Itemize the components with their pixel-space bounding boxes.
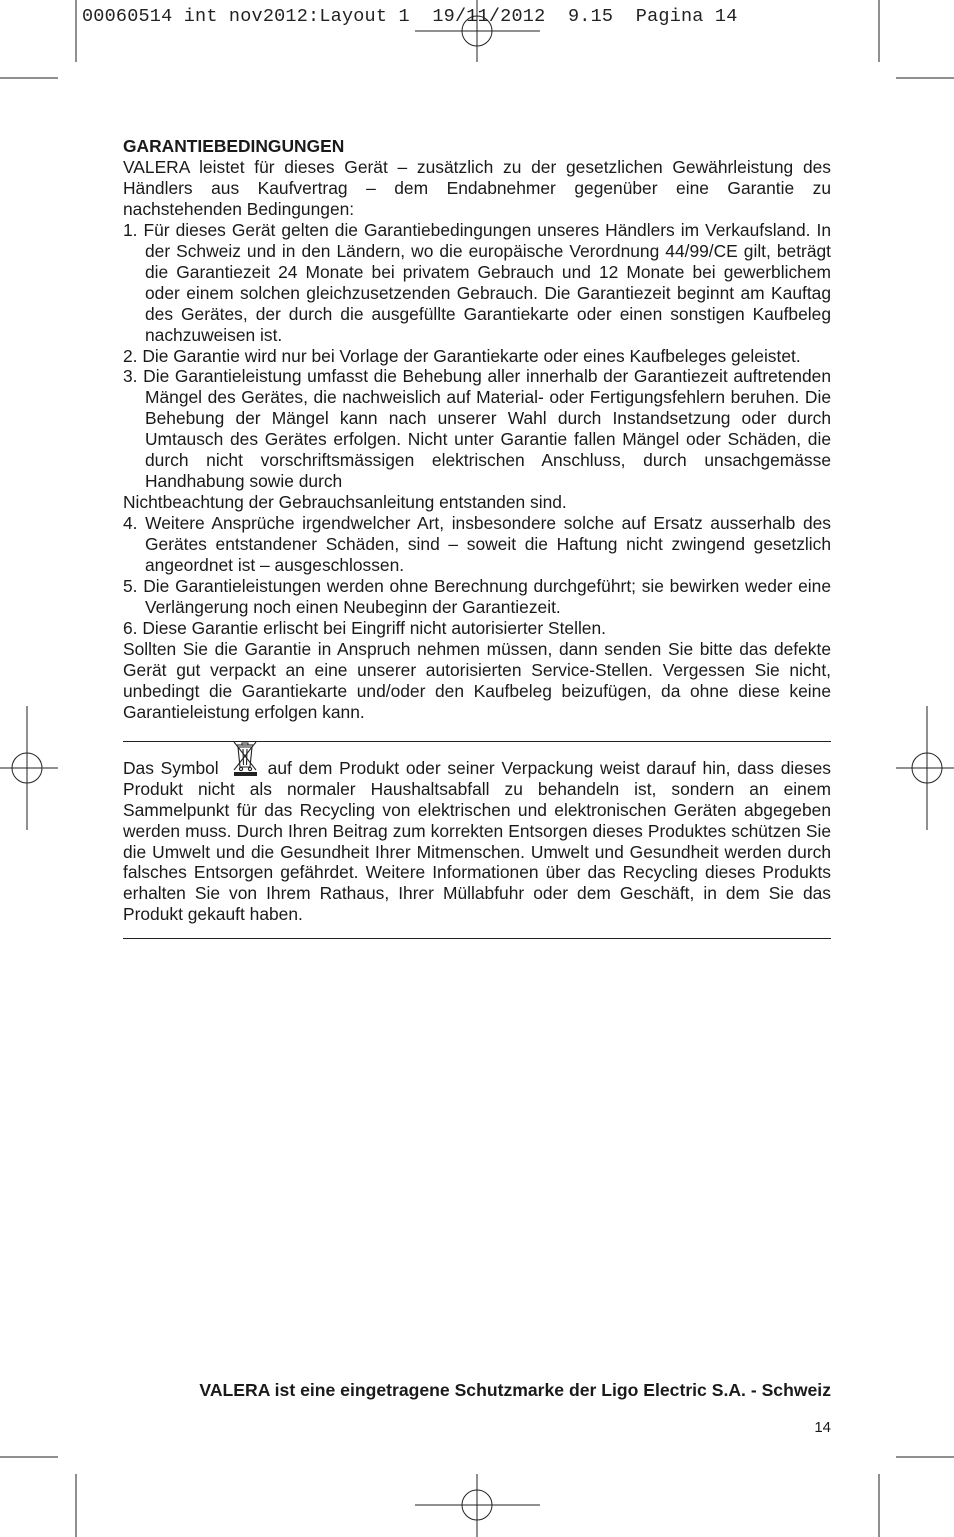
section-divider <box>123 741 831 742</box>
warranty-item-6: 6. Diese Garantie erlischt bei Eingriff nicht autorisierter Stellen. <box>123 617 606 638</box>
crossed-out-wheelie-bin-icon <box>227 759 263 779</box>
warranty-closing: Sollten Sie die Garantie in Anspruch nehmen müssen, dann senden Sie bitte das defekte Gerät gut verpackt an eine unserer autorisierten Service-Stellen. Vergessen Sie nicht, unbedingt die Garantiekarte und/oder den Kaufbeleg beizufügen, da ohne diese keine Garantieleistung erfolgen kann. <box>123 638 831 722</box>
bottom-divider <box>123 938 831 939</box>
print-slug: 00060514 int nov2012:Layout 1 19/11/2012 9.15 Pagina 14 <box>82 6 738 27</box>
warranty-item-3: 3. Die Garantieleistung umfasst die Behebung aller innerhalb der Garantiezeit auftretenden Mängel des Gerätes, die nachweislich auf Material- oder Fertigungsfehlern beruhen. Die Behebung der Mängel kann nach unserer Wahl durch Instandsetzung oder durch Umtausch des Gerätes erfolgen. Nicht unter Garantie fallen Mängel oder Schäden, die durch nicht vorschriftsmässigen elektrischen Anschluss, durch unsachgemässe Handhabung sowie durch <box>123 366 831 492</box>
recycling-section <box>123 758 831 926</box>
warranty-item-5: 5. Die Garantieleistungen werden ohne Berechnung durchgeführt; sie bewirken weder eine Verlängerung noch einen Neubeginn der Garantiezeit. <box>123 576 831 617</box>
warranty-item-1: 1. Für dieses Gerät gelten die Garantiebedingungen unseres Händlers im Verkaufsland. In der Schweiz und in den Ländern, wo die europäische Verordnung 44/99/CE gilt, beträgt die Garantiezeit 24 Monate bei privatem Gebrauch und 12 Monate bei gewerblichem oder einem solchen gleichzusetzenden Gebrauch. Die Garantiezeit beginnt am Kauftag des Gerätes, der durch die ausgefüllte Garantiekarte oder einen sonstigen Kaufbeleg nachzuweisen ist. <box>123 219 831 345</box>
warranty-section <box>123 136 831 723</box>
warranty-item-2: 2. Die Garantie wird nur bei Vorlage der Garantiekarte oder eines Kaufbeleges geleistet. <box>123 345 801 366</box>
registration-mark-left <box>0 706 58 830</box>
warranty-title: GARANTIEBEDINGUNGEN <box>123 136 345 156</box>
trademark-notice: VALERA ist eine eingetragene Schutzmarke der Ligo Electric S.A. - Schweiz <box>199 1380 831 1400</box>
registration-mark-bottom <box>415 1474 540 1537</box>
recycling-notice <box>123 758 831 926</box>
recycling-text-after-symbol: auf dem Produkt oder seiner Verpackung weist darauf hin, dass dieses Produkt nicht als normaler Haushaltsabfall zu behandeln ist, sondern an einem Sammelpunkt für das Recycling von elektrischen und elektronischen Geräten abgegeben werden muss. Durch Ihren Beitrag zum korrekten Entsorgen dieses Produktes schützen Sie die Umwelt und die Gesundheit Ihrer Mitmenschen. Umwelt und Gesundheit werden durch falsches Entsorgen gefährdet. Weitere Informationen über das Recycling dieses Produkts erhalten Sie von Ihrem Rathaus, Ihrer Müllabfuhr oder dem Geschäft, in dem Sie das Produkt gekauft haben. <box>123 757 831 925</box>
recycling-text-before-symbol: Das Symbol <box>123 757 219 778</box>
warranty-item-4: 4. Weitere Ansprüche irgendwelcher Art, insbesondere solche auf Ersatz ausserhalb des Gerätes entstandener Schäden, sind – soweit die Haftung nicht zwingend gesetzlich angeordnet ist – ausgeschlossen. <box>123 513 831 576</box>
warranty-item-3-continuation: Nichtbeachtung der Gebrauchsanleitung entstanden sind. <box>123 492 567 513</box>
registration-mark-top <box>415 0 540 62</box>
page-number: 14 <box>814 1419 831 1436</box>
warranty-intro: VALERA leistet für dieses Gerät – zusätzlich zu der gesetzlichen Gewährleistung des Händlers aus Kaufvertrag – dem Endabnehmer gegenüber eine Garantie zu nachstehenden Bedingungen: <box>123 156 831 219</box>
page-content <box>123 136 831 939</box>
registration-mark-right <box>896 706 954 830</box>
